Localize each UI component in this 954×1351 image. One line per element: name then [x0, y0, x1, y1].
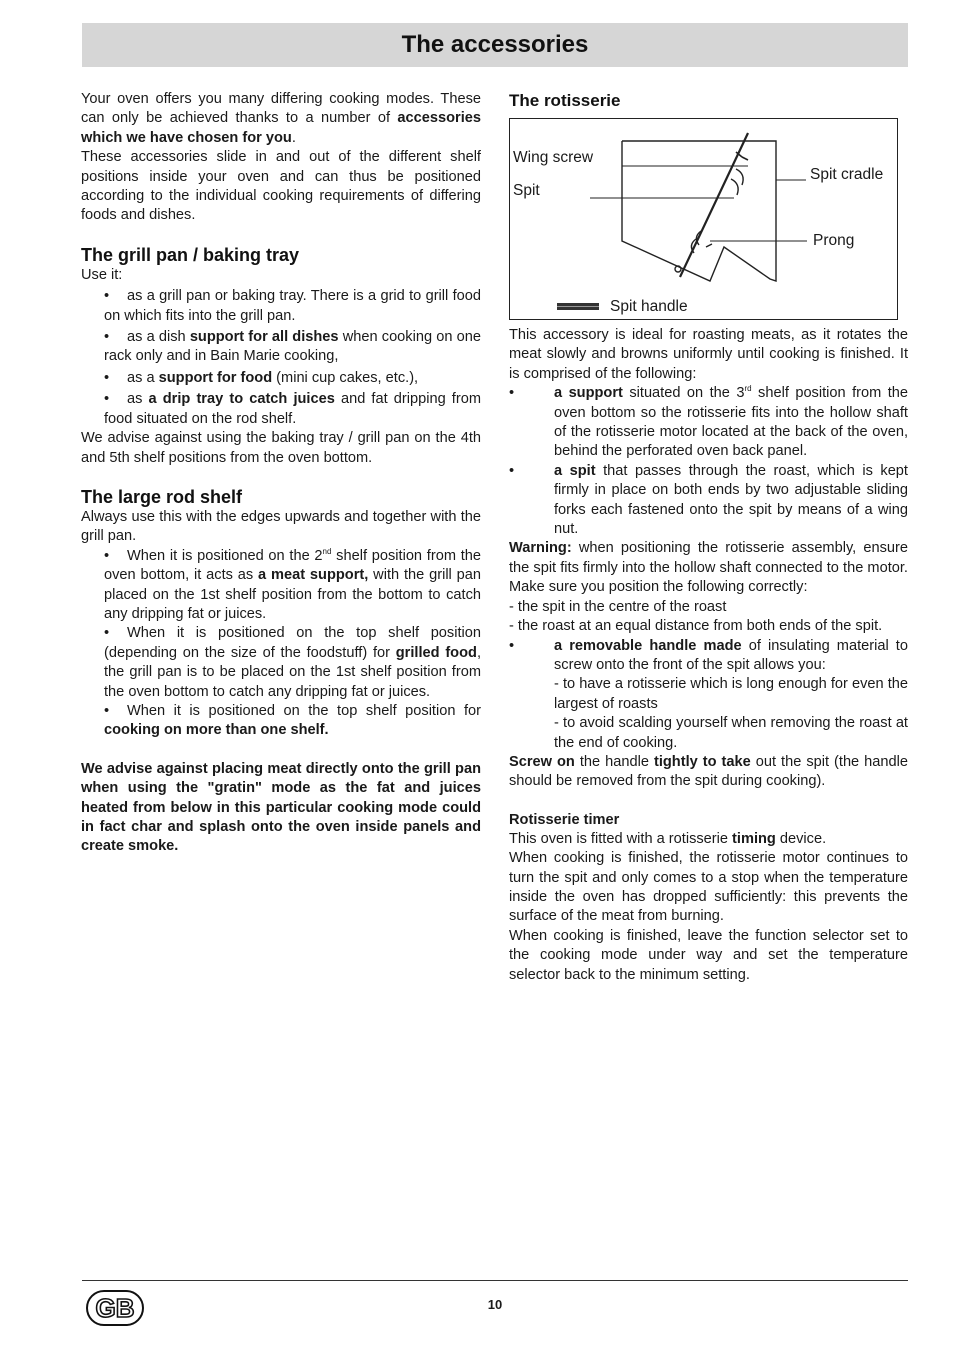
rotisserie-warning: Warning: when positioning the rotisserie assembly, ensure the spit fits firmly into the hollow shaft connected to the motor. Make sure you position the following correctly:: [509, 540, 908, 596]
timer-paragraph-3: When cooking is finished, leave the function selector set to the cooking mode under way and set the temperature selector back to the minimum setting.: [509, 927, 908, 983]
label-spit: Spit: [513, 182, 540, 199]
label-spit-handle: Spit handle: [610, 298, 688, 315]
list-item: • a removable handle made of insulating material to screw onto the front of the spit allows you:: [509, 637, 908, 673]
list-item: • a spit that passes through the roast, which is kept firmly in place on both ends by two adjustable sliding forks each fastened onto the spit by means of a wing nut.: [509, 462, 908, 538]
timer-paragraph-1: This oven is fitted with a rotisserie timing device.: [509, 830, 827, 847]
screw-on-instruction: Screw on the handle tightly to take out the spit (the handle should be removed from the spit during cooking).: [509, 753, 909, 790]
left-column: [81, 90, 481, 857]
page-title: The accessories: [401, 31, 589, 58]
handle-benefit: - to have a rotisserie which is long enough for even the largest of roasts: [554, 676, 908, 712]
list-item: • When it is positioned on the top shelf position for cooking on more than one shelf.: [104, 702, 481, 739]
label-prong: Prong: [813, 232, 855, 249]
spit-support-frame: [622, 141, 776, 281]
timer-heading: Rotisserie timer: [509, 811, 620, 828]
intro-paragraph-1: Your oven offers you many differing cooking modes. These can only be achieved thanks to a number of accessories which we have chosen for you.: [81, 91, 481, 146]
check-item: - the roast at an equal distance from both ends of the spit.: [509, 618, 883, 635]
check-item: - the spit in the centre of the roast: [509, 598, 727, 615]
list-item: • as a dish support for all dishes when cooking on one rack only and in Bain Marie cooking,: [104, 329, 481, 365]
label-wing-screw: Wing screw: [513, 149, 594, 166]
grill-pan-advice: We advise against using the baking tray / grill pan on the 4th and 5th shelf positions from the oven bottom.: [81, 430, 481, 466]
country-code: GB: [95, 1293, 135, 1323]
rod-shelf-heading: The large rod shelf: [81, 486, 243, 507]
label-spit-cradle: Spit cradle: [810, 166, 884, 183]
list-item: • as a support for food (mini cup cakes, etc.),: [104, 369, 419, 386]
page-number: 10: [487, 1297, 503, 1312]
list-item: • When it is positioned on the 2nd shelf position from the oven bottom, it acts as a meat support, with the grill pan placed on the 1st shelf position from the bottom to catch any dripping fat or juices.: [104, 546, 481, 622]
rod-shelf-intro: Always use this with the edges upwards and together with the grill pan.: [81, 508, 481, 545]
title-bar: [82, 23, 908, 67]
rotisserie-diagram: [509, 118, 898, 320]
grill-pan-heading: The grill pan / baking tray: [81, 244, 300, 265]
list-item: • When it is positioned on the top shelf position (depending on the size of the foodstuff) for grilled food, the grill pan is to be placed on the 1st shelf position from the oven bottom to catch any dripping fat or juices.: [104, 625, 481, 700]
intro-paragraph-2: These accessories slide in and out of the different shelf positions inside your oven and can thus be positioned according to the individual cooking requirements of differing foods and dishes.: [81, 149, 481, 224]
list-item: • a support situated on the 3rd shelf position from the oven bottom so the rotisserie fits into the hollow shaft of the rotisserie motor located at the back of the oven, behind the perforated oven back panel.: [509, 384, 909, 460]
spit-rod: [680, 133, 748, 277]
rotisserie-intro: This accessory is ideal for roasting meats, as it rotates the meat slowly and browns uniformly until cooking is finished. It is comprised of the following:: [509, 327, 908, 382]
rotisserie-heading: The rotisserie: [509, 91, 621, 110]
list-item: • as a drip tray to catch juices and fat dripping from food situated on the rod shelf.: [104, 391, 481, 427]
list-item: • as a grill pan or baking tray. There is a grid to grill food on which fits into the grill pan.: [104, 288, 481, 324]
handle-benefit: - to avoid scalding yourself when removing the roast at the end of cooking.: [554, 715, 908, 751]
fork-prongs-top: [731, 169, 743, 195]
country-badge: [86, 1290, 144, 1326]
gratin-warning: We advise against placing meat directly onto the grill pan when using the "gratin" mode as the fat and juices heated from below in this particular cooking mode could in fact char and splash onto the oven inside panels and create smoke.: [81, 760, 481, 855]
use-it-label: Use it:: [81, 266, 123, 283]
timer-paragraph-2: When cooking is finished, the rotisserie motor continues to turn the spit and only comes to a stop when the temperature inside the oven has dropped sufficiently: this prevents the surface of the meat from burning.: [509, 850, 908, 925]
right-column: [509, 90, 908, 985]
footer-divider: [82, 1280, 908, 1281]
fork-prongs-bottom: [691, 231, 712, 253]
